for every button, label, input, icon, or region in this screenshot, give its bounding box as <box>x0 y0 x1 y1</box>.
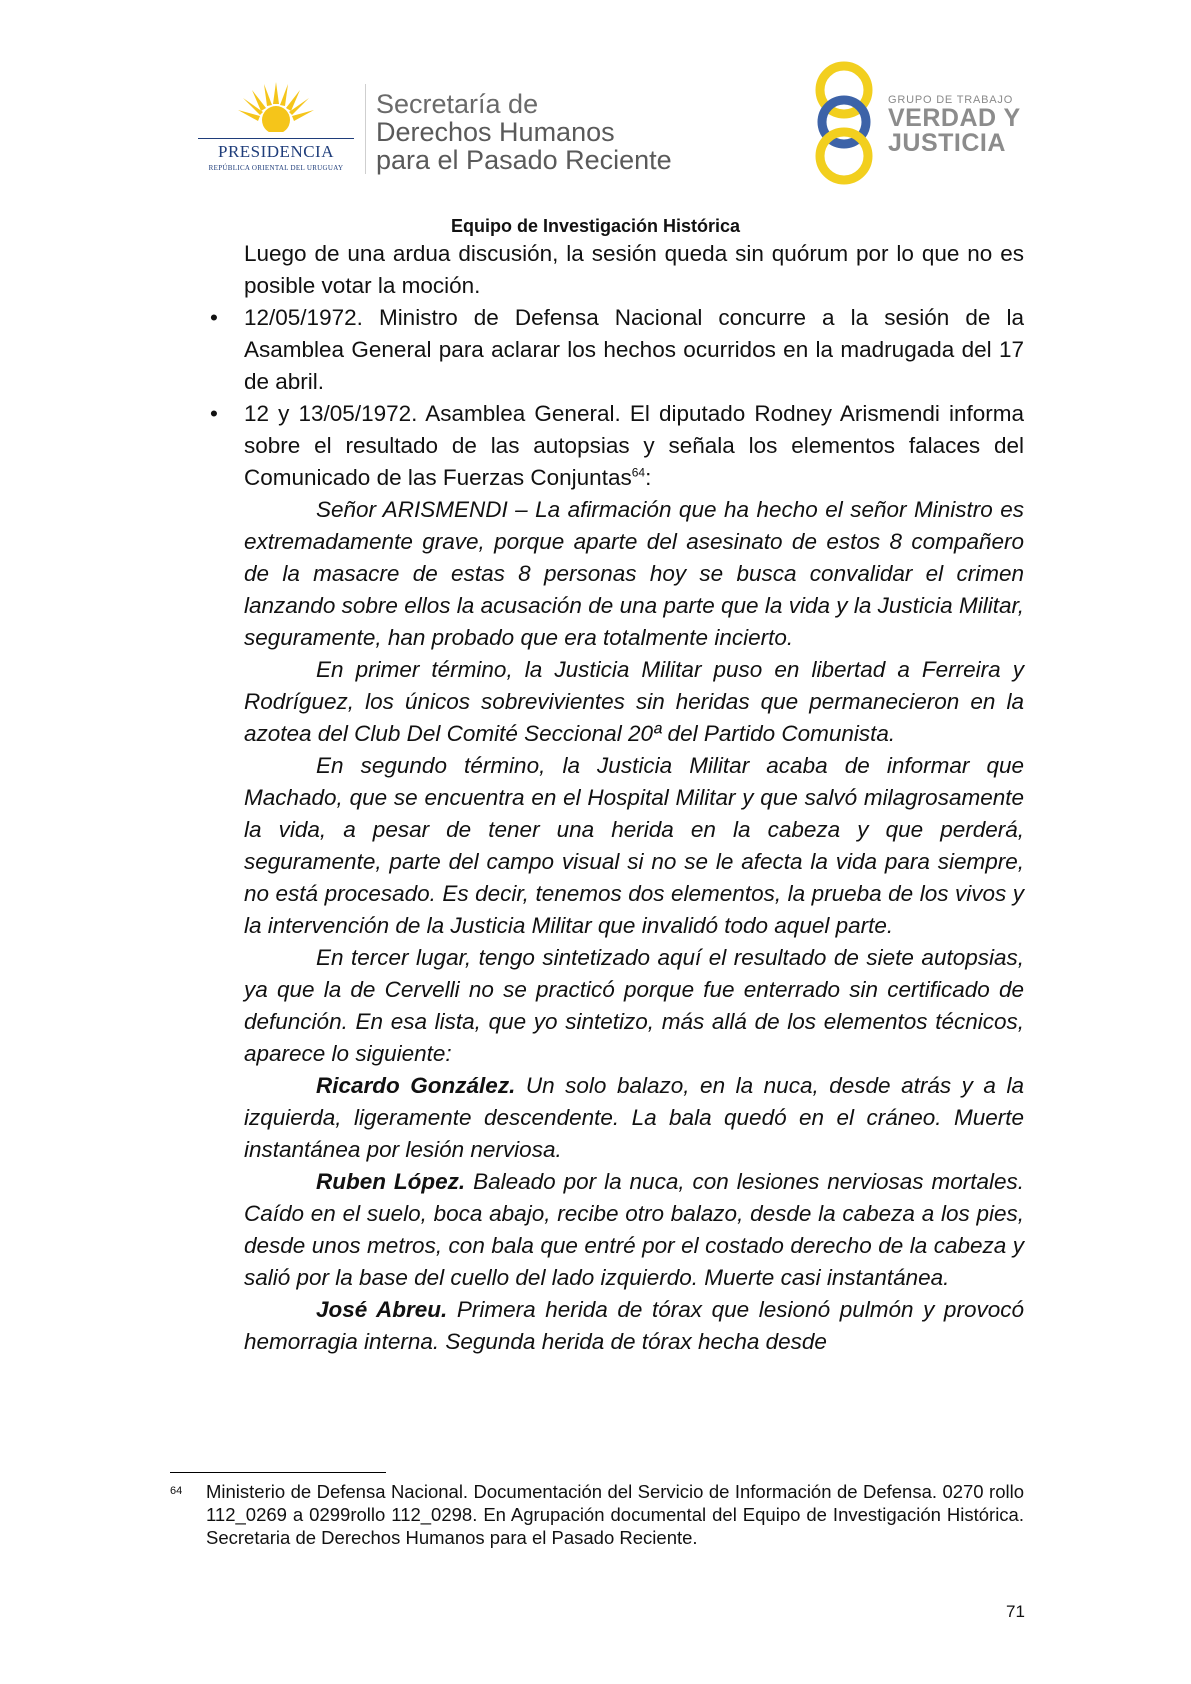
team-title: Equipo de Investigación Histórica <box>450 216 741 236</box>
grupo-line-3: JUSTICIA <box>888 129 1006 157</box>
grupo-trabajo-logo <box>810 60 1040 190</box>
bullet-suffix: : <box>645 465 652 490</box>
victim-text: Primera herida de tórax que lesionó pulmón y provocó hemorragia interna. Segunda herida de tórax hecha desde <box>244 1297 1024 1354</box>
rings-icon <box>810 60 880 190</box>
victim-name: Ruben López. <box>316 1169 466 1194</box>
quote-paragraph: En tercer lugar, tengo sintetizado aquí el resultado de siete autopsias, ya que la de Cervelli no se practicó porque fue enterrado sin certificado de defunción. En esa lista, que yo sintetizo, más allá de los elementos técnicos, aparece lo siguiente: <box>244 945 1024 1066</box>
footnote-separator <box>170 1472 386 1473</box>
quote-paragraph: En segundo término, la Justicia Militar acaba de informar que Machado, que se encuentra en el Hospital Militar y que salvó milagrosamente la vida, a pesar de tener una herida en la cabeza y que perderá, seguramente, parte del campo visual si no se le afecta la vida para siempre, no está procesado. Es decir, tenemos dos elementos, la prueba de los vivos y la intervención de la Justicia Militar que invalidó todo aquel parte. <box>244 753 1024 938</box>
footnote <box>170 1480 1024 1549</box>
victim-name: José Abreu. <box>316 1297 448 1322</box>
grupo-line-2: VERDAD Y <box>888 104 1021 132</box>
quote-paragraph: Señor ARISMENDI – La afirmación que ha hecho el señor Ministro es extremadamente grave, porque aparte del asesinato de estos 8 compañero de la masacre de estas 8 personas hoy se busca convalidar el crimen lanzando sobre ellos la acusación de una parte que la vida y la Justicia Militar, seguramente, han probado que era totalmente incierto. <box>244 497 1024 650</box>
bullet-text: 12/05/1972. Ministro de Defensa Nacional concurre a la sesión de la Asamblea General para aclarar los hechos ocurridos en la madrugada del 17 de abril. <box>244 305 1024 394</box>
footnote-text: Ministerio de Defensa Nacional. Documentación del Servicio de Información de Defensa. 0270 rollo 112_0269 a 0299rollo 112_0298. En Agrupación documental del Equipo de Investigación Histórica. Secretaria de Derechos Humanos para el Pasado Reciente. <box>206 1481 1024 1548</box>
bullet-marker: • <box>210 305 218 330</box>
bullet-text: 12 y 13/05/1972. Asamblea General. El diputado Rodney Arismendi informa sobre el resultado de las autopsias y señala los elementos falaces del Comunicado de las Fuerzas Conjuntas <box>244 401 1024 490</box>
victim-paragraph <box>244 1294 1024 1358</box>
header-divider <box>365 84 366 174</box>
page-header <box>0 0 1191 200</box>
footnote-reference[interactable]: 64 <box>631 465 646 480</box>
victim-paragraph <box>244 1166 1024 1294</box>
secretaria-line-2: Derechos Humanos <box>376 117 615 147</box>
victim-paragraph <box>244 1070 1024 1166</box>
document-body <box>210 238 1024 1358</box>
quote-paragraph: En primer término, la Justicia Militar puso en libertad a Ferreira y Rodríguez, los únicos sobrevivientes sin heridas que permanecieron en la azotea del Club Del Comité Seccional 20ª del Partido Comunista. <box>244 657 1024 746</box>
presidencia-logo <box>196 80 356 180</box>
grupo-line-1: GRUPO DE TRABAJO <box>888 94 1014 106</box>
page-number: 71 <box>1006 1602 1025 1621</box>
victim-text: Un solo balazo, en la nuca, desde atrás y a la izquierda, ligeramente descendente. La bala quedó en el cráneo. Muerte instantánea por lesión nerviosa. <box>244 1073 1024 1162</box>
presidencia-rule <box>198 138 354 139</box>
secretaria-logo-text <box>376 90 672 174</box>
sun-icon <box>234 80 318 138</box>
bullet-item <box>210 398 1024 494</box>
presidencia-subtitle: REPÚBLICA ORIENTAL DEL URUGUAY <box>208 164 344 172</box>
bullet-marker: • <box>210 401 218 426</box>
footnote-number: 64 <box>170 1485 183 1497</box>
presidencia-name: PRESIDENCIA <box>217 142 334 161</box>
secretaria-line-3: para el Pasado Reciente <box>376 145 672 175</box>
victim-name: Ricardo González. <box>316 1073 516 1098</box>
grupo-trabajo-text <box>888 94 1021 156</box>
continuation-paragraph: Luego de una ardua discusión, la sesión queda sin quórum por lo que no es posible votar la moción. <box>244 241 1024 298</box>
bullet-item <box>210 302 1024 398</box>
secretaria-line-1: Secretaría de <box>376 89 539 119</box>
victim-text: Baleado por la nuca, con lesiones nerviosas mortales. Caído en el suelo, boca abajo, recibe otro balazo, desde la cabeza a los pies, desde unos metros, con bala que entré por el costado derecho de la cabeza y salió por la base del cuello del lado izquierdo. Muerte casi instantánea. <box>244 1169 1024 1290</box>
